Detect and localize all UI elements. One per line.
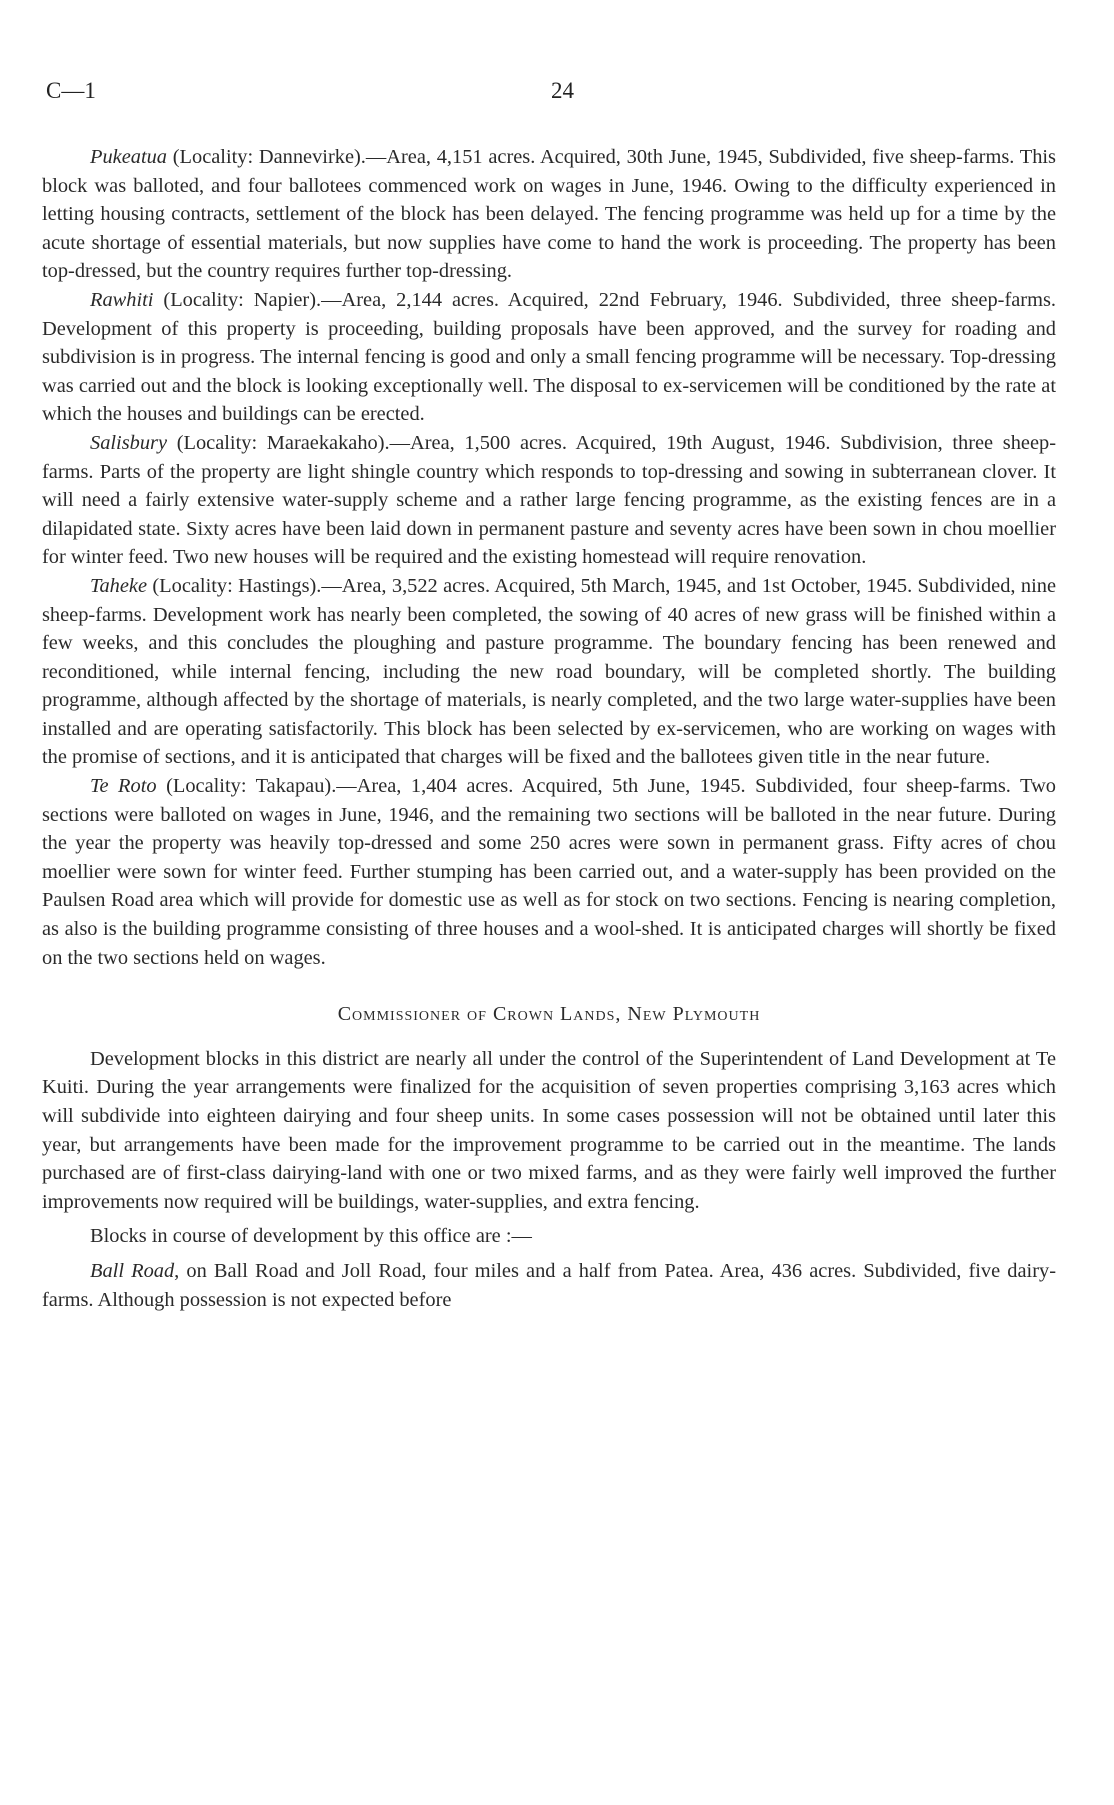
paragraph-text: (Locality: Napier).—Area, 2,144 acres. Acquired, 22nd February, 1946. Subdivided, three sheep-farms. Development of this property is proceeding, building proposals have been approved, and the survey for roading and subdivision is in progress. The internal fencing is good and only a small fencing programme will be necessary. Top-dressing was carried out and the block is looking exceptionally well. The disposal to ex-servicemen will be conditioned by the rate at which the houses and buildings can be erected. (42, 288, 1056, 426)
section-heading: Commissioner of Crown Lands, New Plymouth (337, 1003, 761, 1026)
report-code: C—1 (46, 78, 96, 103)
paragraph-blocks-intro: Blocks in course of development by this office are :— (90, 1225, 532, 1248)
paragraph-ball-road (42, 1257, 1056, 1314)
paragraph-salisbury (42, 429, 1056, 572)
block-name: Te Roto (90, 775, 157, 798)
paragraph-text: (Locality: Maraekakaho).—Area, 1,500 acres. Acquired, 19th August, 1946. Subdivision, three sheep-farms. Parts of the property are light shingle country which responds to top-dressing and sowing in subterranean clover. It will need a fairly extensive water-supply scheme and a rather large fencing programme, as the existing fences are in a dilapidated state. Sixty acres have been laid down in permanent pasture and seventy acres have been sown in chou moellier for winter feed. Two new houses will be required and the existing homestead will require renovation. (42, 431, 1056, 569)
page-number: 24 (551, 78, 574, 103)
paragraph-rawhiti (42, 286, 1056, 429)
page-header (44, 78, 1054, 108)
block-name: Rawhiti (90, 288, 154, 311)
paragraph-pukeatua (42, 143, 1056, 286)
paragraph-development-blocks: Development blocks in this district are nearly all under the control of the Superintendent of Land Development at Te Kuiti. During the year arrangements were finalized for the acquisition of seven properties comprising 3,163 acres which will subdivide into eighteen dairying and four sheep units. In some cases possession will not be obtained until later this year, but arrangements have been made for the improvement programme to be carried out in the meantime. The lands purchased are of first-class dairying-land with one or two mixed farms, and as they were fairly well improved the further improvements now required will be buildings, water-supplies, and extra fencing. (42, 1047, 1056, 1213)
block-name: Ball Road (90, 1259, 175, 1282)
paragraph-text: (Locality: Takapau).—Area, 1,404 acres. Acquired, 5th June, 1945. Subdivided, four sheep-farms. Two sections were balloted on wages in June, 1946, and the remaining two sections will be balloted in the near future. During the year the property was heavily top-dressed and some 250 acres were sown in permanent grass. Fifty acres of chou moellier were sown for winter feed. Further stumping has been carried out, and a water-supply has been provided on the Paulsen Road area which will provide for domestic use as well as for stock on two sections. Fencing is nearing completion, as also is the building programme consisting of three houses and a wool-shed. It is anticipated charges will shortly be fixed on the two sections held on wages. (42, 775, 1056, 969)
page-body (42, 143, 1056, 1314)
paragraph-text: , on Ball Road and Joll Road, four miles and a half from Patea. Area, 436 acres. Subdivided, five dairy-farms. Although possession is not expected before (42, 1259, 1056, 1311)
paragraph-text: (Locality: Hastings).—Area, 3,522 acres. Acquired, 5th March, 1945, and 1st October, 1945. Subdivided, nine sheep-farms. Development work has nearly been completed, the sowing of 40 acres of new grass will be finished within a few weeks, and this concludes the ploughing and pasture programme. The boundary fencing has been renewed and reconditioned, while internal fencing, including the new road boundary, will be completed shortly. The building programme, although affected by the shortage of materials, is nearly completed, and the two large water-supplies have been installed and are operating satisfactorily. This block has been selected by ex-servicemen, who are working on wages with the promise of sections, and it is anticipated that charges will be fixed and the ballotees given title in the near future. (42, 574, 1056, 769)
block-name: Salisbury (90, 431, 168, 454)
paragraph-text: (Locality: Dannevirke).—Area, 4,151 acres. Acquired, 30th June, 1945, Subdivided, five sheep-farms. This block was balloted, and four ballotees commenced work on wages in June, 1946. Owing to the difficulty experienced in letting housing contracts, settlement of the block has been delayed. The fencing programme was held up for a time by the acute shortage of essential materials, but now supplies have come to hand the work is proceeding. The property has been top-dressed, but the country requires further top-dressing. (42, 146, 1056, 283)
block-name: Pukeatua (90, 146, 168, 168)
paragraph-te-roto (42, 772, 1056, 972)
paragraph-taheke (42, 572, 1056, 772)
block-name: Taheke (90, 574, 148, 597)
